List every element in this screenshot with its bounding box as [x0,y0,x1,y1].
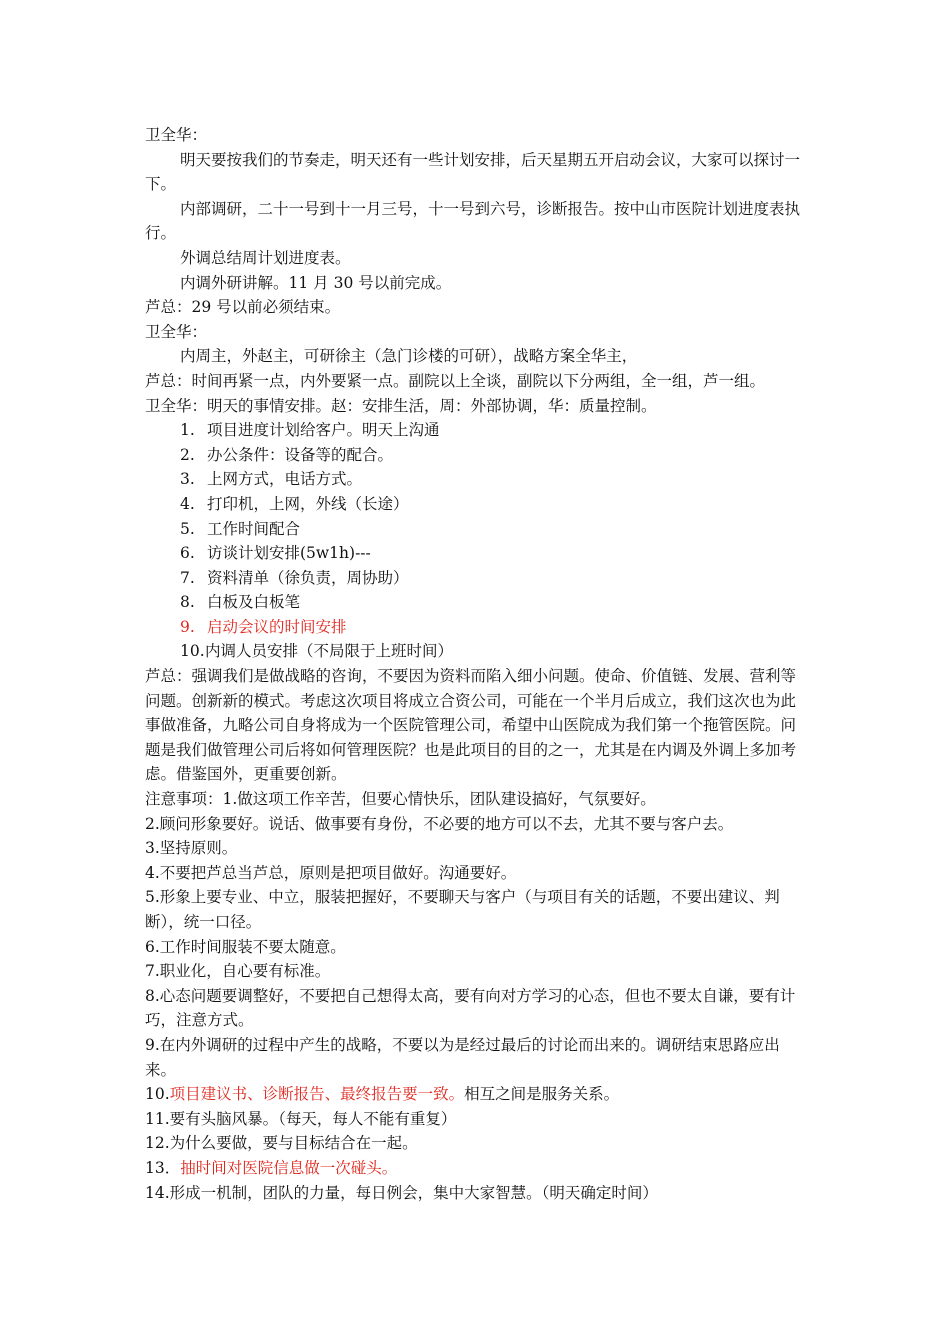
list-item [145,541,810,566]
paragraph: 外调总结周计划进度表。 [180,248,351,267]
note-highlight: 项目建议书、诊断报告、最终报告要一致。 [169,1085,465,1104]
speaker-label: 卫全华： [145,126,208,144]
list-item [145,639,810,664]
list-item [145,467,810,492]
speaker-label: 卫全华： [145,322,208,341]
list-text: 工作时间配合 [207,519,301,538]
list-number: 2. [180,445,195,464]
list-text: 上网方式，电话方式。 [207,470,363,489]
paragraph: 芦总：29 号以前必须结束。 [145,298,341,317]
list-text: 资料清单（徐负责，周协助） [207,568,409,587]
list-text: 启动会议的时间安排 [207,617,347,636]
note-item [145,1156,810,1181]
note-item: 注意事项：1.做这项工作辛苦，但要心情快乐，团队建设搞好，气氛要好。 [145,790,656,809]
note-highlight: 抽时间对医院信息做一次碰头。 [180,1158,398,1177]
note-item: 9.在内外调研的过程中产生的战略，不要以为是经过最后的讨论而出来的。调研结束思路应出来。 [145,1035,780,1079]
list-number: 6. [180,544,195,563]
note-item: 7.职业化，自心要有标准。 [145,962,331,981]
list-number: 10. [180,642,205,661]
note-text: 相互之间是服务关系。 [464,1085,620,1104]
note-item: 8.心态问题要调整好，不要把自己想得太高，要有向对方学习的心态，但也不要太自谦，要有计巧，注意方式。 [145,986,796,1030]
note-item [145,1082,810,1107]
list-number: 9. [180,617,195,636]
list-number: 1. [180,421,195,440]
note-item: 12.为什么要做，要与目标结合在一起。 [145,1134,418,1153]
note-item: 14.形成一机制，团队的力量，每日例会，集中大家智慧。（明天确定时间） [145,1183,658,1202]
list-number: 3. [180,470,195,489]
paragraph: 卫全华：明天的事情安排。赵：安排生活，周：外部协调，华：质量控制。 [145,396,657,415]
note-item: 2.顾问形象要好。说话、做事要有身份，不必要的地方可以不去，尤其不要与客户去。 [145,814,734,833]
list-text: 白板及白板笔 [207,593,301,612]
note-number: 10. [145,1085,170,1104]
paragraph: 内部调研，二十一号到十一月三号，十一号到六号，诊断报告。按中山市医院计划进度表执行。 [145,199,801,243]
list-item [145,590,810,615]
paragraph: 内调外研讲解。11 月 30 号以前完成。 [180,273,452,292]
note-item: 5.形象上要专业、中立，服装把握好，不要聊天与客户（与项目有关的话题，不要出建议、判断），统一口径。 [145,888,780,931]
note-item: 6.工作时间服装不要太随意。 [145,937,346,956]
note-item: 11.要有头脑风暴。（每天，每人不能有重复） [145,1109,457,1128]
note-number: 13． [145,1158,181,1177]
document-page [145,123,810,1205]
list-number: 8. [180,593,195,612]
list-text: 内调人员安排（不局限于上班时间） [205,642,454,661]
paragraph: 芦总：时间再紧一点，内外要紧一点。副院以上全谈，副院以下分两组，全一组，芦一组。 [145,371,766,390]
summary-paragraph: 芦总：强调我们是做战略的咨询，不要因为资料而陷入细小问题。使命、价值链、发展、营利等问题。创新新的模式。考虑这次项目将成立合资公司，可能在一个半月后成立，我们这次也为此事做准备，九略公司自身将成为一个医院管理公司，希望中山医院成为我们第一个拖管医院。问题是我们做管理公司后将如何管理医院？也是此项目的目的之一，尤其是在内调及外调上多加考虑。借鉴国外，更重要创新。 [145,667,797,784]
note-item: 4.不要把芦总当芦总，原则是把项目做好。沟通要好。 [145,863,517,882]
list-item [145,566,810,591]
list-item [145,492,810,517]
list-text: 打印机，上网，外线（长途） [207,494,409,513]
list-item-highlighted [145,615,810,640]
list-item [145,443,810,468]
list-text: 办公条件：设备等的配合。 [207,445,394,464]
note-item: 3.坚持原则。 [145,839,238,858]
list-number: 7. [180,568,195,587]
list-item [145,517,810,542]
list-text: 访谈计划安排(5w1h)--- [207,544,371,563]
list-text: 项目进度计划给客户。明天上沟通 [207,421,440,440]
list-number: 4. [180,494,195,513]
paragraph: 内周主，外赵主，可研徐主（急门诊楼的可研），战略方案全华主， [180,347,638,366]
numbered-list [145,418,810,664]
list-number: 5. [180,519,195,538]
paragraph: 明天要按我们的节奏走，明天还有一些计划安排，后天星期五开启动会议，大家可以探讨一下。 [145,150,801,194]
list-item [145,418,810,443]
